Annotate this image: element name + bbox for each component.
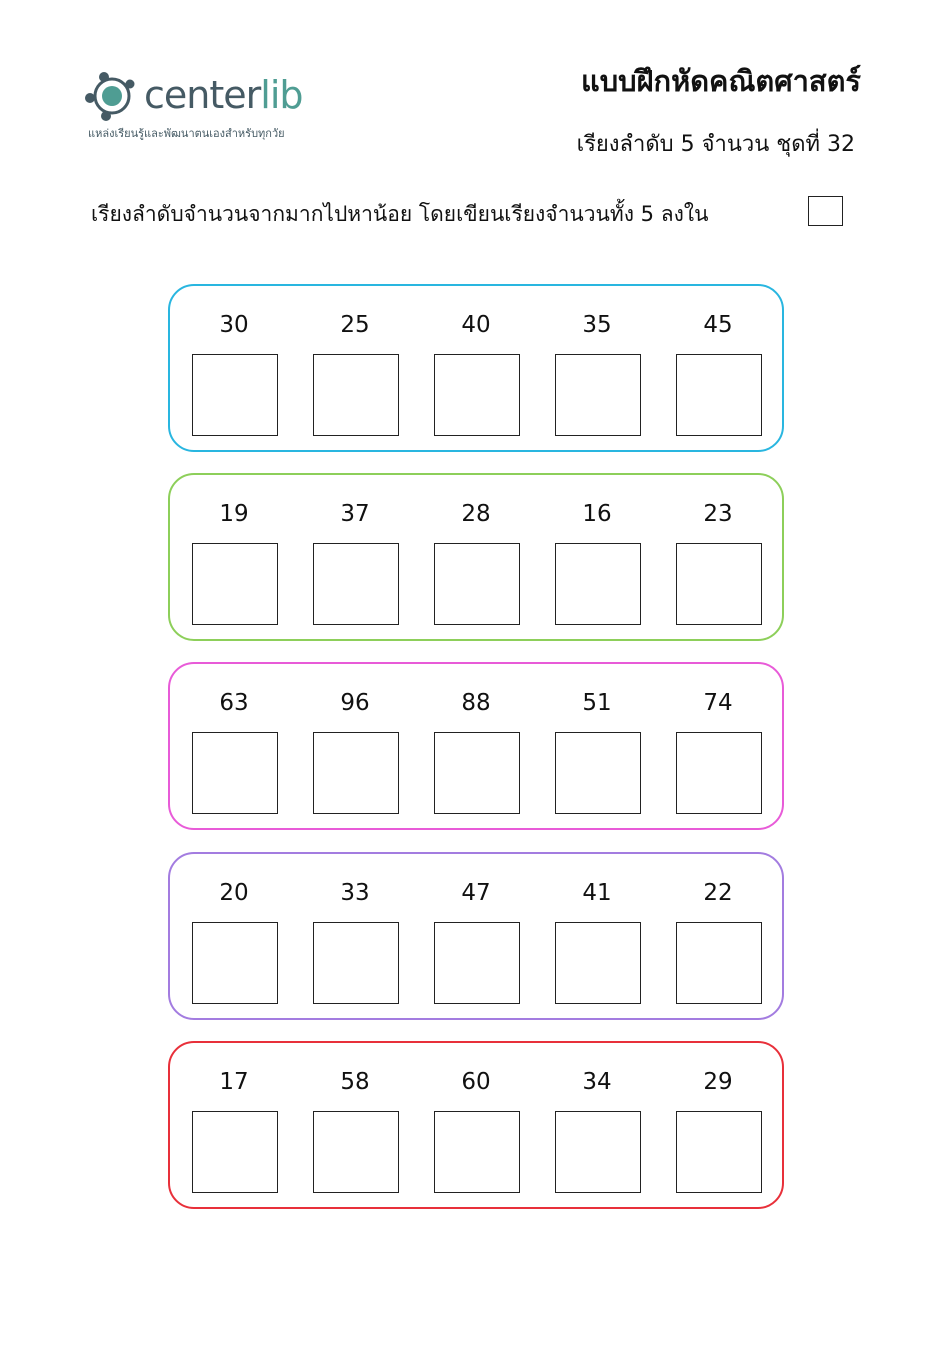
answer-box[interactable]: [555, 732, 641, 814]
number-label: 28: [461, 501, 491, 527]
number-label: 37: [340, 501, 370, 527]
number-cell: [190, 286, 278, 454]
number-cell: [311, 1043, 399, 1211]
number-cell: [311, 664, 399, 832]
number-label: 34: [582, 1069, 612, 1095]
instruction-text: เรียงลำดับจำนวนจากมากไปหาน้อย โดยเขียนเรียงจำนวนทั้ง 5 ลงใน: [91, 202, 709, 226]
number-label: 33: [340, 880, 370, 906]
answer-box[interactable]: [313, 1111, 399, 1193]
answer-box[interactable]: [313, 922, 399, 1004]
logo-mark-icon: [84, 68, 140, 124]
number-cell: [311, 286, 399, 454]
instruction-example-box: [808, 196, 843, 226]
number-label: 51: [582, 690, 612, 716]
number-cell: [553, 475, 641, 643]
number-cell: [311, 854, 399, 1022]
answer-box[interactable]: [192, 732, 278, 814]
number-label: 30: [219, 312, 249, 338]
number-label: 22: [703, 880, 733, 906]
answer-box[interactable]: [555, 543, 641, 625]
number-cell: [190, 1043, 278, 1211]
number-cell: [674, 286, 762, 454]
number-label: 17: [219, 1069, 249, 1095]
number-cell: [190, 854, 278, 1022]
number-cell: [190, 475, 278, 643]
number-label: 88: [461, 690, 491, 716]
number-cell: [432, 286, 520, 454]
number-label: 41: [582, 880, 612, 906]
number-cell: [674, 1043, 762, 1211]
number-label: 58: [340, 1069, 370, 1095]
number-cell: [432, 664, 520, 832]
exercise-group-4: [168, 852, 784, 1020]
logo-wordmark: centerlib: [144, 73, 303, 117]
answer-box[interactable]: [676, 354, 762, 436]
number-label: 20: [219, 880, 249, 906]
number-label: 40: [461, 312, 491, 338]
answer-box[interactable]: [434, 732, 520, 814]
number-label: 74: [703, 690, 733, 716]
number-cell: [674, 664, 762, 832]
number-cell: [432, 1043, 520, 1211]
number-label: 16: [582, 501, 612, 527]
answer-box[interactable]: [313, 732, 399, 814]
answer-box[interactable]: [676, 543, 762, 625]
answer-box[interactable]: [313, 543, 399, 625]
exercise-group-1: [168, 284, 784, 452]
number-label: 63: [219, 690, 249, 716]
answer-box[interactable]: [313, 354, 399, 436]
answer-box[interactable]: [676, 922, 762, 1004]
number-label: 60: [461, 1069, 491, 1095]
logo-tagline: แหล่งเรียนรู้และพัฒนาตนเองสำหรับทุกวัย: [88, 127, 285, 140]
answer-box[interactable]: [192, 1111, 278, 1193]
number-cell: [674, 854, 762, 1022]
number-label: 35: [582, 312, 612, 338]
answer-box[interactable]: [555, 354, 641, 436]
number-cell: [553, 286, 641, 454]
number-cell: [553, 1043, 641, 1211]
answer-box[interactable]: [434, 1111, 520, 1193]
answer-box[interactable]: [676, 1111, 762, 1193]
answer-box[interactable]: [676, 732, 762, 814]
number-cell: [674, 475, 762, 643]
answer-box[interactable]: [192, 543, 278, 625]
number-cell: [553, 664, 641, 832]
exercise-group-5: [168, 1041, 784, 1209]
number-label: 45: [703, 312, 733, 338]
number-label: 47: [461, 880, 491, 906]
exercise-group-2: [168, 473, 784, 641]
exercise-group-3: [168, 662, 784, 830]
number-label: 19: [219, 501, 249, 527]
number-label: 23: [703, 501, 733, 527]
answer-box[interactable]: [555, 922, 641, 1004]
number-cell: [190, 664, 278, 832]
answer-box[interactable]: [434, 922, 520, 1004]
number-cell: [553, 854, 641, 1022]
number-label: 25: [340, 312, 370, 338]
worksheet-title: แบบฝึกหัดคณิตศาสตร์: [581, 64, 861, 98]
answer-box[interactable]: [434, 354, 520, 436]
answer-box[interactable]: [555, 1111, 641, 1193]
logo: [84, 66, 344, 146]
number-cell: [432, 475, 520, 643]
answer-box[interactable]: [434, 543, 520, 625]
number-label: 29: [703, 1069, 733, 1095]
answer-box[interactable]: [192, 922, 278, 1004]
answer-box[interactable]: [192, 354, 278, 436]
number-label: 96: [340, 690, 370, 716]
worksheet-subtitle: เรียงลำดับ 5 จำนวน ชุดที่ 32: [576, 132, 855, 157]
number-cell: [432, 854, 520, 1022]
number-cell: [311, 475, 399, 643]
